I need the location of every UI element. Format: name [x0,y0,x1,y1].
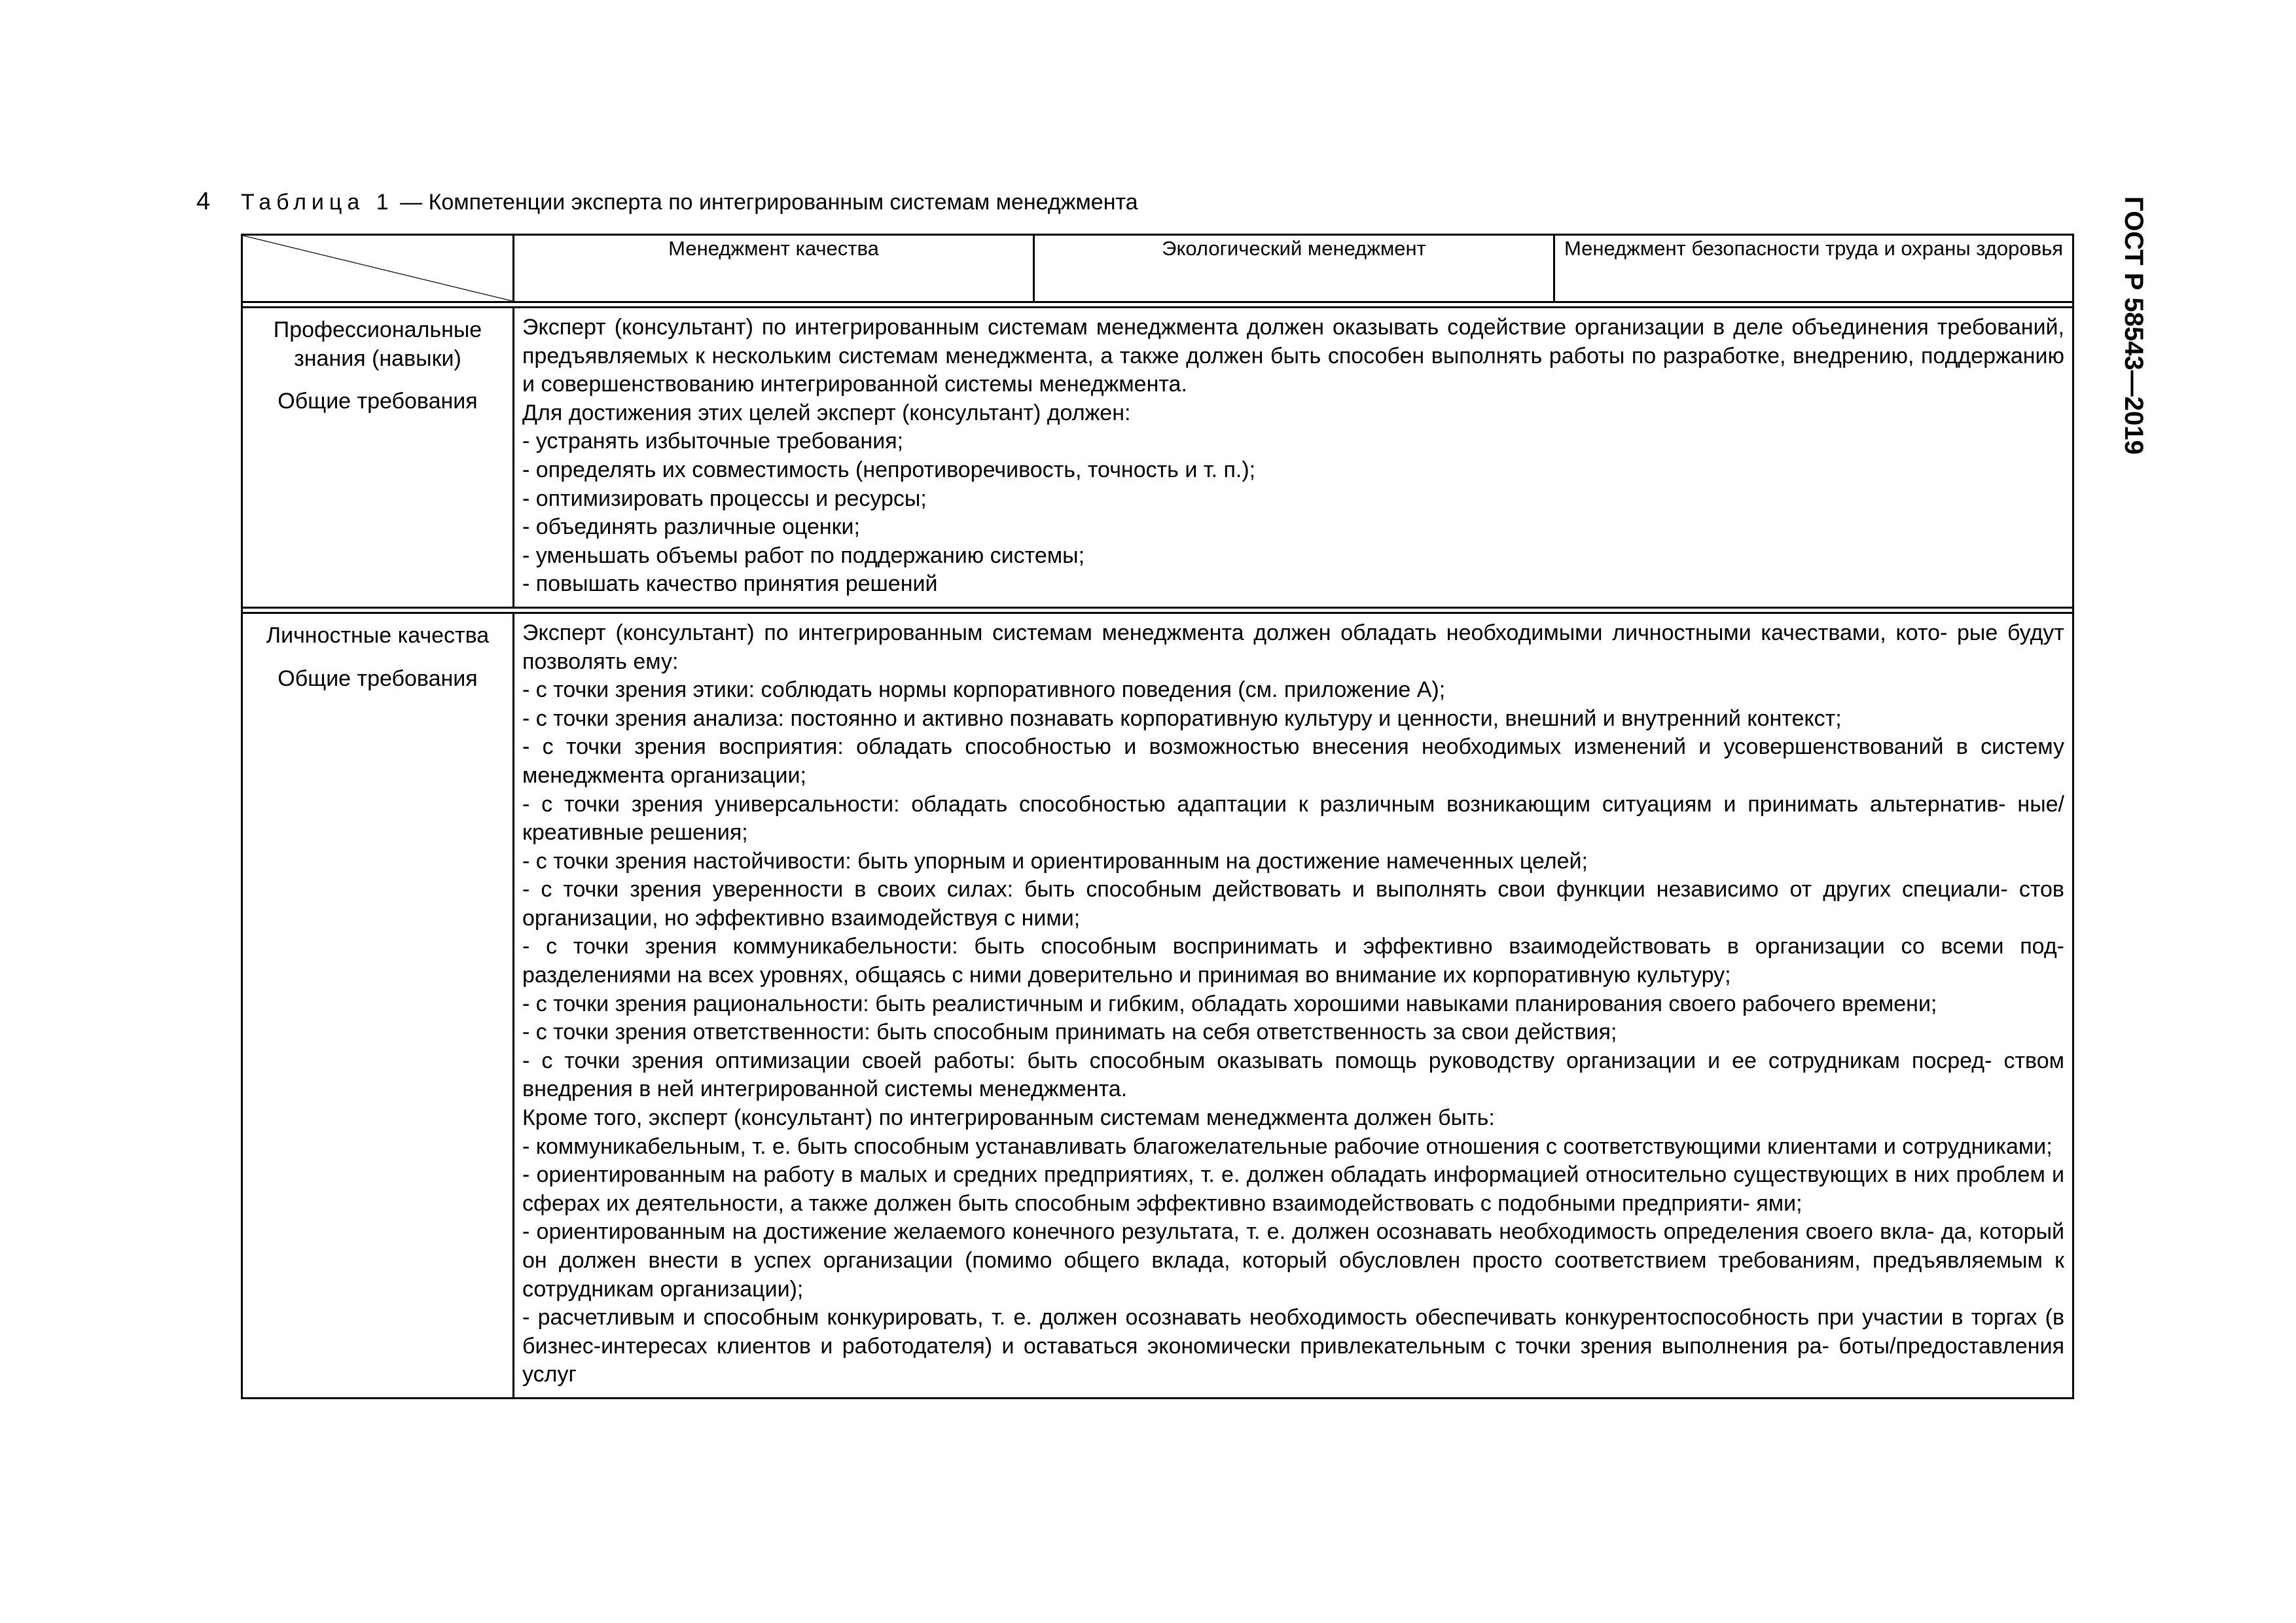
content-paragraph: - уменьшать объемы работ по поддержанию системы; [522,543,1085,568]
row-content-cell [514,613,2073,1398]
content-paragraph: - с точки зрения восприятия: обладать способностью и возможностью внесения необходимых изменений и усовершенствований в систему менеджмента организации; [522,734,2064,788]
content-paragraph: - объединять различные оценки; [522,514,860,540]
header-occupational-safety-management: Менеджмент безопасности труда и охраны здоровья [1554,235,2073,302]
content-paragraph: Кроме того, эксперт (консультант) по интегрированным системам менеджмента должен быть: [522,1105,1495,1131]
content-paragraph: - с точки зрения этики: соблюдать нормы корпоративного поведения (см. приложение А); [522,677,1446,703]
content-paragraph: - ориентированным на достижение желаемого конечного результата, т. е. должен осознавать необходимость определения своего вкла- да, который он должен внести в успех организации (помимо общего вклада, который обусловлен просто соответствием требованиям, предъявляемым к сотрудникам организации); [522,1219,2064,1302]
content-paragraph: - с точки зрения коммуникабельности: быть способным воспринимать и эффективно взаимодействовать в организации со всеми под- разделениями на всех уровнях, общаясь с ними доверительно и принимая во внимание их корпоративную культуру; [522,934,2064,988]
content-paragraph: Для достижения этих целей эксперт (консультант) должен: [522,400,1131,425]
header-environmental-management: Экологический менеджмент [1034,235,1554,302]
page-number: 4 [196,188,211,215]
row-label-sub: Общие требования [278,666,478,691]
content-paragraph: - оптимизировать процессы и ресурсы; [522,486,927,511]
header-quality-management: Менеджмент качества [514,235,1034,302]
content-paragraph: - с точки зрения оптимизации своей работы: быть способным оказывать помощь руководству организации и ее сотрудникам посред- ством внедрения в ней интегрированной системы менеджмента. [522,1048,2064,1102]
content-paragraph: - с точки зрения анализа: постоянно и активно познавать корпоративную культуру и ценности, внешний и внутренний контекст; [522,705,1842,731]
content-paragraph: - с точки зрения рациональности: быть реалистичным и гибким, обладать хорошими навыками планирования своего рабочего времени; [522,991,1937,1016]
standard-code-text: ГОСТ Р 58543—2019 [2119,196,2148,455]
table-header-row [242,235,2073,302]
row-label-main: Личностные качества [266,622,490,648]
diagonal-divider [243,236,512,301]
standard-code-vertical [2094,196,2173,471]
content-paragraph: Эксперт (консультант) по интегрированным системам менеджмента должен оказывать содействие организации в деле объединения требований, предъявляемых к нескольким системам менеджмента, а также должен быть способен выполнять работы по разработке, внедрению, поддержанию и совершенствованию интегрированной системы менеджмента. [522,315,2064,397]
content-paragraph: - с точки зрения настойчивости: быть упорным и ориентированным на достижение намеченных целей; [522,848,1588,874]
content-paragraph: - расчетливым и способным конкурировать, т. е. должен осознавать необходимость обеспечивать конкурентоспособность при участии в торгах (в бизнес-интересах клиентов и работодателя) и оставаться экономически привлекательным с точки зрения выполнения ра- боты/предоставления услуг [522,1305,2064,1387]
row-separator [242,607,2073,613]
content-paragraph: - с точки зрения уверенности в своих силах: быть способным действовать и выполнять свои функции независимо от других специали- стов организации, но эффективно взаимодействуя с ними; [522,877,2064,931]
content-paragraph: Эксперт (консультант) по интегрированным системам менеджмента должен обладать необходимыми личностными качествами, кото- рые будут позволять ему: [522,620,2064,674]
content-paragraph: - определять их совместимость (непротиворечивость, точность и т. п.); [522,457,1256,482]
header-separator [242,302,2073,308]
content-paragraph: - коммуникабельным, т. е. быть способным устанавливать благожелательные рабочие отношения с соответствующими клиентами и сотрудниками; [522,1133,2053,1159]
row-label-cell [242,613,514,1398]
table-caption-title: — Компетенции эксперта по интегрированным системам менеджмента [393,190,1138,215]
content-paragraph: - повышать качество принятия решений [522,571,938,597]
content-paragraph: - с точки зрения ответственности: быть способным принимать на себя ответственность за свои действия; [522,1020,1617,1045]
row-content-cell [514,308,2073,608]
table-caption [241,188,1138,216]
table-row [242,308,2073,608]
table-caption-prefix: Таблица 1 [241,190,394,215]
table-corner-cell [242,235,514,302]
content-paragraph: - устранять избыточные требования; [522,429,904,454]
row-label-sub: Общие требования [278,389,478,414]
content-paragraph: - ориентированным на работу в малых и средних предприятиях, т. е. должен обладать информацией относительно существующих в них проблем и сферах их деятельности, а также должен быть способным эффективно взаимодействовать с подобными предприяти- ями; [522,1162,2064,1216]
row-label-cell [242,308,514,608]
competencies-table [241,234,2074,1399]
row-label-main: Профессиональные знания (навыки) [273,317,482,371]
table-row [242,613,2073,1398]
content-paragraph: - с точки зрения универсальности: обладать способностью адаптации к различным возникающим ситуациям и принимать альтернатив- ные/креативные решения; [522,791,2064,846]
